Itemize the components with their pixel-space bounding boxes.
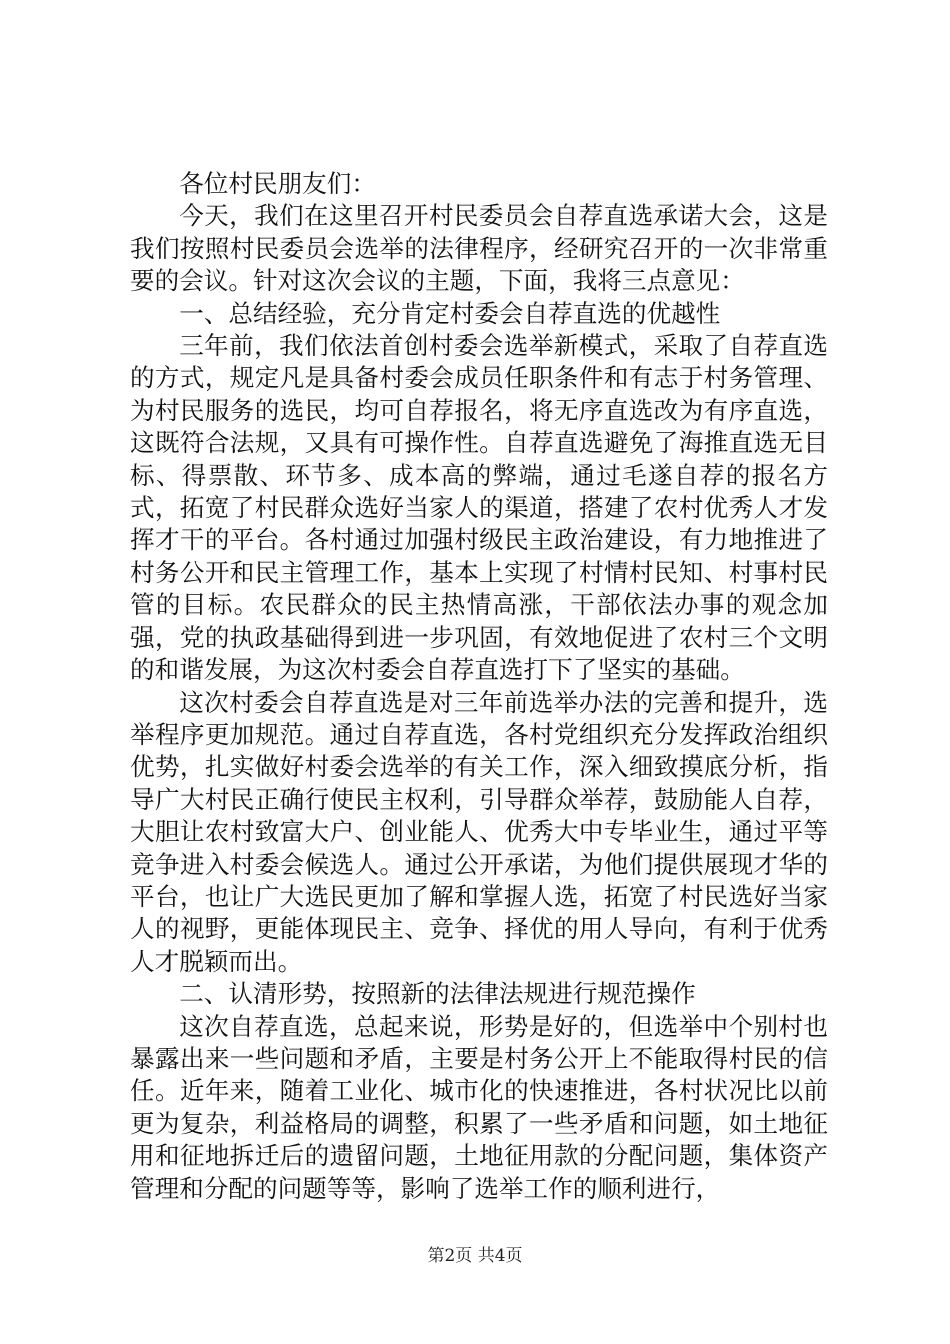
intro-paragraph: 今天，我们在这里召开村民委员会自荐直选承诺大会，这是我们按照村民委员会选举的法律程序，经研究召开的一次非常重要的会议。针对这次会议的主题，下面，我将三点意见： [130, 201, 828, 296]
body-paragraph-2: 这次村委会自荐直选是对三年前选举办法的完善和提升，选举程序更加规范。通过自荐直选，各村党组织充分发挥政治组织优势，扎实做好村委会选举的有关工作，深入细致摸底分析，指导广大村民正确行使民主权利，引导群众举荐，鼓励能人自荐，大胆让农村致富大户、创业能人、优秀大中专毕业生，通过平等竞争进入村委会候选人。通过公开承诺，为他们提供展现才华的平台，也让广大选民更加了解和掌握人选，拓宽了村民选好当家人的视野，更能体现民主、竞争、择优的用人导向，有利于优秀人才脱颖而出。 [130, 687, 828, 976]
section-heading-2: 二、认清形势，按照新的法律法规进行规范操作 [179, 979, 696, 1009]
page-footer: 第2页 共4页 [427, 1246, 523, 1266]
body-paragraph-3: 这次自荐直选，总起来说，形势是好的，但选举中个别村也暴露出来一些问题和矛盾，主要是村务公开上不能取得村民的信任。近年来，随着工业化、城市化的快速推进，各村状况比以前更为复杂，利益格局的调整，积累了一些矛盾和问题，如土地征用和征地拆迁后的遗留问题，土地征用款的分配问题，集体资产管理和分配的问题等等，影响了选举工作的顺利进行， [130, 1011, 828, 1203]
document-body [130, 168, 828, 1205]
body-paragraph-1: 三年前，我们依法首创村委会选举新模式，采取了自荐直选的方式，规定凡是具备村委会成员任职条件和有志于村务管理、为村民服务的选民，均可自荐报名，将无序直选改为有序直选，这既符合法规，又具有可操作性。自荐直选避免了海推直选无目标、得票散、环节多、成本高的弊端，通过毛遂自荐的报名方式，拓宽了村民群众选好当家人的渠道，搭建了农村优秀人才发挥才干的平台。各村通过加强村级民主政治建设，有力地推进了村务公开和民主管理工作，基本上实现了村情村民知、村事村民管的目标。农民群众的民主热情高涨，干部依法办事的观念加强，党的执政基础得到进一步巩固，有效地促进了农村三个文明的和谐发展，为这次村委会自荐直选打下了坚实的基础。 [130, 331, 828, 685]
greeting-line: 各位村民朋友们： [179, 169, 376, 198]
section-heading-1: 一、总结经验，充分肯定村委会自荐直选的优越性 [179, 298, 721, 328]
